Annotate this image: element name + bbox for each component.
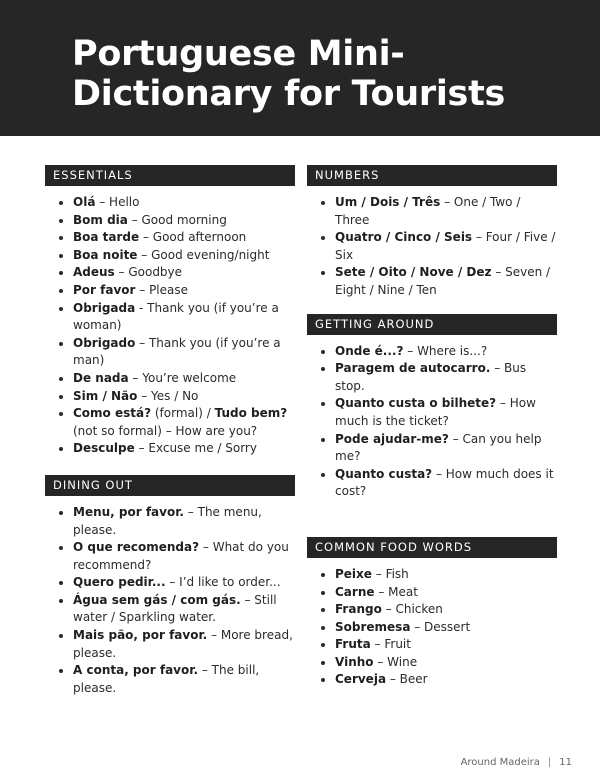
phrase-portuguese: Cerveja <box>335 672 387 687</box>
essentials-list <box>45 194 295 458</box>
list-item <box>73 662 295 697</box>
list-item <box>335 360 557 395</box>
list-item <box>73 282 295 300</box>
phrase-translation: – Goodbye <box>114 265 183 280</box>
list-item <box>335 395 557 430</box>
section-numbers <box>307 165 557 300</box>
phrase-translation: – Can you help me? <box>335 431 542 464</box>
getting-around-list <box>307 343 557 501</box>
phrase-portuguese: De nada <box>73 370 129 385</box>
title-line-1: Portuguese Mini- <box>72 34 405 74</box>
phrase-portuguese: Boa tarde <box>73 230 140 245</box>
section-heading-common-food-words: COMMON FOOD WORDS <box>307 537 557 558</box>
food-words-list <box>307 566 557 689</box>
list-item <box>335 584 557 602</box>
section-getting-around <box>307 314 557 501</box>
phrase-portuguese: Quatro / Cinco / Seis <box>335 230 473 245</box>
list-item <box>73 300 295 335</box>
phrase-portuguese: Adeus <box>73 265 115 280</box>
list-item <box>73 335 295 370</box>
phrase-translation: – What do you recommend? <box>73 540 289 572</box>
phrase-portuguese: Pode ajudar-me? <box>335 431 449 446</box>
phrase-translation: – Beer <box>386 672 428 687</box>
phrase-translation: – Good morning <box>127 212 227 227</box>
phrase-portuguese: Água sem gás / com gás. <box>73 592 241 607</box>
phrase-portuguese: O que recomenda? <box>73 540 200 555</box>
phrase-translation: – The menu, please. <box>73 504 262 537</box>
section-dining-out <box>45 475 295 698</box>
page-number: 11 <box>559 757 572 768</box>
phrase-translation: – Good afternoon <box>139 230 247 245</box>
list-item <box>335 636 557 654</box>
phrase-translation: – Fish <box>371 566 409 581</box>
section-heading-numbers: NUMBERS <box>307 165 557 186</box>
phrase-portuguese: Como está? <box>73 406 152 421</box>
list-item <box>73 592 295 627</box>
list-item <box>73 247 295 265</box>
section-heading-dining-out: DINING OUT <box>45 475 295 496</box>
list-item <box>335 431 557 466</box>
list-item <box>335 671 557 689</box>
phrase-portuguese: Por favor <box>73 282 136 297</box>
phrase-portuguese: Boa noite <box>73 247 138 262</box>
list-item <box>335 194 557 229</box>
section-common-food-words <box>307 537 557 689</box>
phrase-portuguese: Quanto custa? <box>335 466 433 481</box>
list-item <box>73 264 295 282</box>
phrase-translation: – I’d like to order... <box>165 575 281 590</box>
phrase-translation: – Yes / No <box>137 388 199 403</box>
phrase-portuguese: Fruta <box>335 637 371 652</box>
footer-separator: | <box>547 757 552 768</box>
list-item <box>335 601 557 619</box>
list-item <box>73 229 295 247</box>
phrase-translation: – One / Two / Three <box>335 195 521 227</box>
phrase-portuguese: Olá <box>73 195 96 209</box>
list-item <box>73 574 295 592</box>
phrase-translation: – Thank you (if you’re a man) <box>73 335 281 368</box>
phrase-portuguese: Desculpe <box>73 441 135 456</box>
page-title <box>72 34 505 114</box>
section-heading-essentials: ESSENTIALS <box>45 165 295 186</box>
list-item <box>73 388 295 406</box>
right-column <box>307 165 557 689</box>
list-item <box>335 264 557 299</box>
phrase-translation: – Hello <box>95 195 140 209</box>
phrase-portuguese: Quanto custa o bilhete? <box>335 396 497 411</box>
numbers-list <box>307 194 557 300</box>
phrase-portuguese: Sete / Oito / Nove / Dez <box>335 265 492 280</box>
phrase-translation: – Where is...? <box>403 343 488 358</box>
phrase-translation: (not so formal) – How are you? <box>73 423 258 438</box>
phrase-translation: – The bill, please. <box>73 663 260 695</box>
list-item <box>335 343 557 361</box>
phrase-portuguese: Paragem de autocarro. <box>335 361 491 376</box>
phrase-translation: (formal) / <box>151 406 215 421</box>
phrase-portuguese: Carne <box>335 584 375 599</box>
phrase-translation: – Wine <box>373 654 418 669</box>
phrase-translation: – More bread, please. <box>73 628 293 660</box>
section-heading-getting-around: GETTING AROUND <box>307 314 557 335</box>
phrase-portuguese: Bom dia <box>73 212 128 227</box>
phrase-portuguese: Menu, por favor. <box>73 504 184 519</box>
header-banner <box>0 0 600 136</box>
left-column <box>45 165 295 697</box>
phrase-portuguese: Mais pão, por favor. <box>73 628 208 643</box>
phrase-translation: – Still water / Sparkling water. <box>73 592 277 625</box>
phrase-portuguese: Peixe <box>335 566 372 581</box>
phrase-portuguese: Obrigada <box>73 300 136 315</box>
phrase-translation: – You’re welcome <box>128 370 237 385</box>
section-essentials <box>45 165 295 458</box>
phrase-translation: – Four / Five / Six <box>335 230 556 262</box>
phrase-portuguese: Vinho <box>335 654 374 669</box>
list-item <box>73 212 295 230</box>
list-item <box>335 566 557 584</box>
phrase-translation: – Fruit <box>370 637 411 652</box>
phrase-portuguese: Um / Dois / Três <box>335 195 441 209</box>
phrase-translation: – Meat <box>374 584 418 599</box>
list-item <box>335 654 557 672</box>
phrase-translation: - Thank you (if you’re a woman) <box>73 300 279 333</box>
phrase-translation: – Seven / Eight / Nine / Ten <box>335 265 551 297</box>
list-item <box>73 504 295 539</box>
phrase-translation: – Please <box>135 282 189 297</box>
list-item <box>73 440 295 458</box>
phrase-translation: – Chicken <box>381 602 443 617</box>
list-item <box>335 229 557 264</box>
phrase-portuguese: Obrigado <box>73 335 136 350</box>
list-item <box>335 619 557 637</box>
list-item <box>73 194 295 212</box>
list-item <box>335 466 557 501</box>
list-item <box>73 405 295 440</box>
phrase-portuguese: Sim / Não <box>73 388 138 403</box>
phrase-translation: – How much does it cost? <box>335 466 554 499</box>
list-item <box>73 370 295 388</box>
phrase-translation: – How much is the ticket? <box>335 396 536 428</box>
phrase-translation: – Good evening/night <box>137 247 270 262</box>
phrase-translation: – Excuse me / Sorry <box>134 441 257 456</box>
page-footer <box>461 757 572 768</box>
phrase-portuguese: Frango <box>335 602 382 617</box>
phrase-portuguese: Onde é...? <box>335 343 404 358</box>
phrase-portuguese: A conta, por favor. <box>73 663 199 678</box>
phrase-portuguese: Quero pedir... <box>73 575 166 590</box>
phrase-translation: – Dessert <box>410 619 471 634</box>
dining-out-list <box>45 504 295 698</box>
phrase-translation: – Bus stop. <box>335 361 527 393</box>
phrase-portuguese: Tudo bem? <box>214 406 288 421</box>
footer-source: Around Madeira <box>460 757 540 768</box>
title-line-2: Dictionary for Tourists <box>72 74 506 114</box>
phrase-portuguese: Sobremesa <box>335 619 411 634</box>
list-item <box>73 627 295 662</box>
list-item <box>73 539 295 574</box>
